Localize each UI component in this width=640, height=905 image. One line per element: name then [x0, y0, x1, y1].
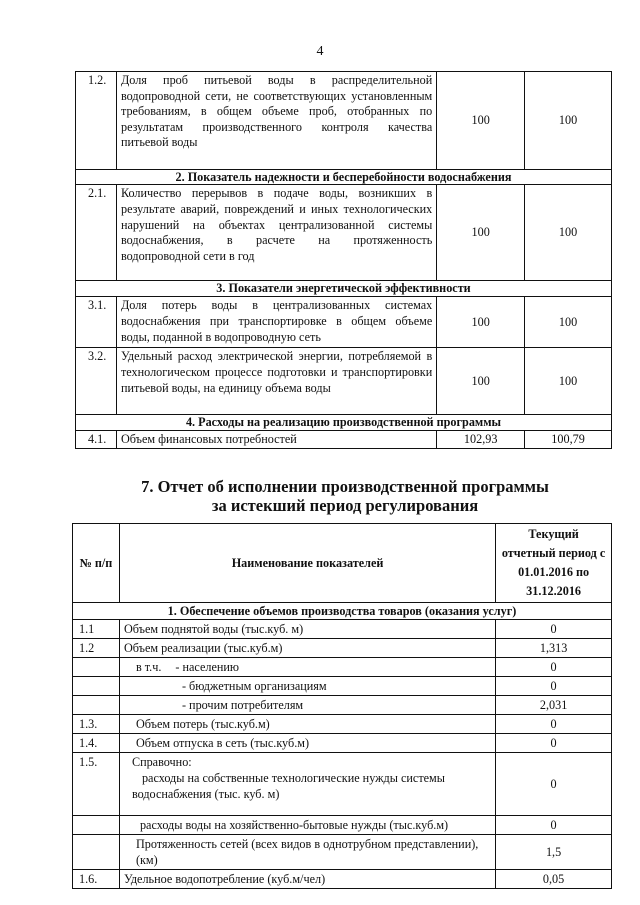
report-table	[72, 523, 612, 889]
row-value: 0	[496, 620, 612, 639]
row-value: 0	[496, 734, 612, 753]
table-row	[76, 185, 612, 281]
row-name: расходы воды на хозяйственно-бытовые нужды (тыс.куб.м)	[119, 816, 495, 835]
table-row	[73, 696, 612, 715]
section-row: 2. Показатель надежности и бесперебойности водоснабжения	[76, 170, 612, 185]
row-text: Справочно:	[131, 755, 192, 769]
table-row	[73, 620, 612, 639]
row-description: Объем финансовых потребностей	[116, 430, 436, 449]
row-number	[73, 696, 120, 715]
row-number: 3.1.	[76, 297, 117, 348]
row-value-1: 100	[437, 185, 525, 281]
table-row	[73, 816, 612, 835]
row-value: 0	[496, 715, 612, 734]
row-number	[73, 658, 120, 677]
row-name: Удельное водопотребление (куб.м/чел)	[119, 870, 495, 889]
row-value: 0	[496, 753, 612, 816]
row-number: 1.1	[73, 620, 120, 639]
table-row	[76, 297, 612, 348]
row-value-2: 100,79	[525, 430, 612, 449]
row-value: 0	[496, 816, 612, 835]
row-number: 1.3.	[73, 715, 120, 734]
heading-line-1: 7. Отчет об исполнении производственной программы	[141, 477, 549, 496]
row-name: Объем реализации (тыс.куб.м)	[119, 639, 495, 658]
row-number	[73, 816, 120, 835]
row-name	[119, 658, 495, 677]
row-number	[73, 835, 120, 870]
row-name: - прочим потребителям	[119, 696, 495, 715]
row-value-2: 100	[525, 297, 612, 348]
heading-line-2: за истекший период регулирования	[211, 496, 479, 515]
table-row	[73, 835, 612, 870]
row-description: Доля потерь воды в централизованных системах водоснабжения при транспортировке в общем объеме воды, поданной в водопроводную сеть	[116, 297, 436, 348]
section-row: 3. Показатели энергетической эффективности	[76, 281, 612, 297]
row-value-1: 100	[437, 297, 525, 348]
row-name: Объем отпуска в сеть (тыс.куб.м)	[119, 734, 495, 753]
row-value: 0,05	[496, 870, 612, 889]
row-value: 1,313	[496, 639, 612, 658]
row-value: 1,5	[496, 835, 612, 870]
row-number: 1.6.	[73, 870, 120, 889]
table-row	[73, 639, 612, 658]
row-text-3: водоснабжения (тыс. куб. м)	[131, 787, 280, 801]
table-row	[73, 658, 612, 677]
row-value-2: 100	[525, 185, 612, 281]
table-row	[73, 753, 612, 816]
row-description: Количество перерывов в подаче воды, возникших в результате аварий, повреждений и иных технологических нарушений на объектах централизованной системы водоснабжения, в расчете на протяженность водопроводной сети в год	[116, 185, 436, 281]
row-number: 4.1.	[76, 430, 117, 449]
header-period: Текущий отчетный период с 01.01.2016 по 31.12.2016	[496, 524, 612, 603]
indicators-table	[75, 71, 612, 449]
row-value-1: 100	[437, 72, 525, 170]
row-description: Доля проб питьевой воды в распределительной водопроводной сети, не соответствующих установленным требованиям, в общем объеме проб, отобранных по результатам производственного контроля качества питьевой воды	[116, 72, 436, 170]
row-value: 0	[496, 677, 612, 696]
row-value-1: 102,93	[437, 430, 525, 449]
table-row	[76, 72, 612, 170]
row-number	[73, 677, 120, 696]
section-heading	[0, 477, 640, 515]
section-title: 1. Обеспечение объемов производства товаров (оказания услуг)	[73, 603, 612, 620]
row-name: - бюджетным организациям	[119, 677, 495, 696]
row-number: 1.2	[73, 639, 120, 658]
row-value-1: 100	[437, 348, 525, 415]
table-row	[76, 430, 612, 449]
row-number: 1.4.	[73, 734, 120, 753]
row-prefix: в т.ч.	[135, 660, 162, 674]
row-name	[119, 753, 495, 816]
table-row	[73, 715, 612, 734]
row-text-2: расходы на собственные технологические нужды системы	[141, 771, 445, 785]
table-row	[76, 348, 612, 415]
row-number: 2.1.	[76, 185, 117, 281]
row-name: Объем поднятой воды (тыс.куб. м)	[119, 620, 495, 639]
row-value: 0	[496, 658, 612, 677]
header-number: № п/п	[73, 524, 120, 603]
row-value-2: 100	[525, 348, 612, 415]
row-number: 3.2.	[76, 348, 117, 415]
row-description: Удельный расход электрической энергии, потребляемой в технологическом процессе подготовки и транспортировки питьевой воды, на единицу объема воды	[116, 348, 436, 415]
table-row	[73, 870, 612, 889]
page-number: 4	[316, 44, 324, 59]
table-row	[73, 734, 612, 753]
row-value: 2,031	[496, 696, 612, 715]
table-row	[73, 677, 612, 696]
row-number: 1.2.	[76, 72, 117, 170]
row-text: - населению	[175, 660, 240, 674]
header-name: Наименование показателей	[119, 524, 495, 603]
row-name: Объем потерь (тыс.куб.м)	[119, 715, 495, 734]
row-number: 1.5.	[73, 753, 120, 816]
row-name: Протяженность сетей (всех видов в однотрубном представлении), (км)	[119, 835, 495, 870]
section-row: 4. Расходы на реализацию производственной программы	[76, 415, 612, 430]
row-value-2: 100	[525, 72, 612, 170]
